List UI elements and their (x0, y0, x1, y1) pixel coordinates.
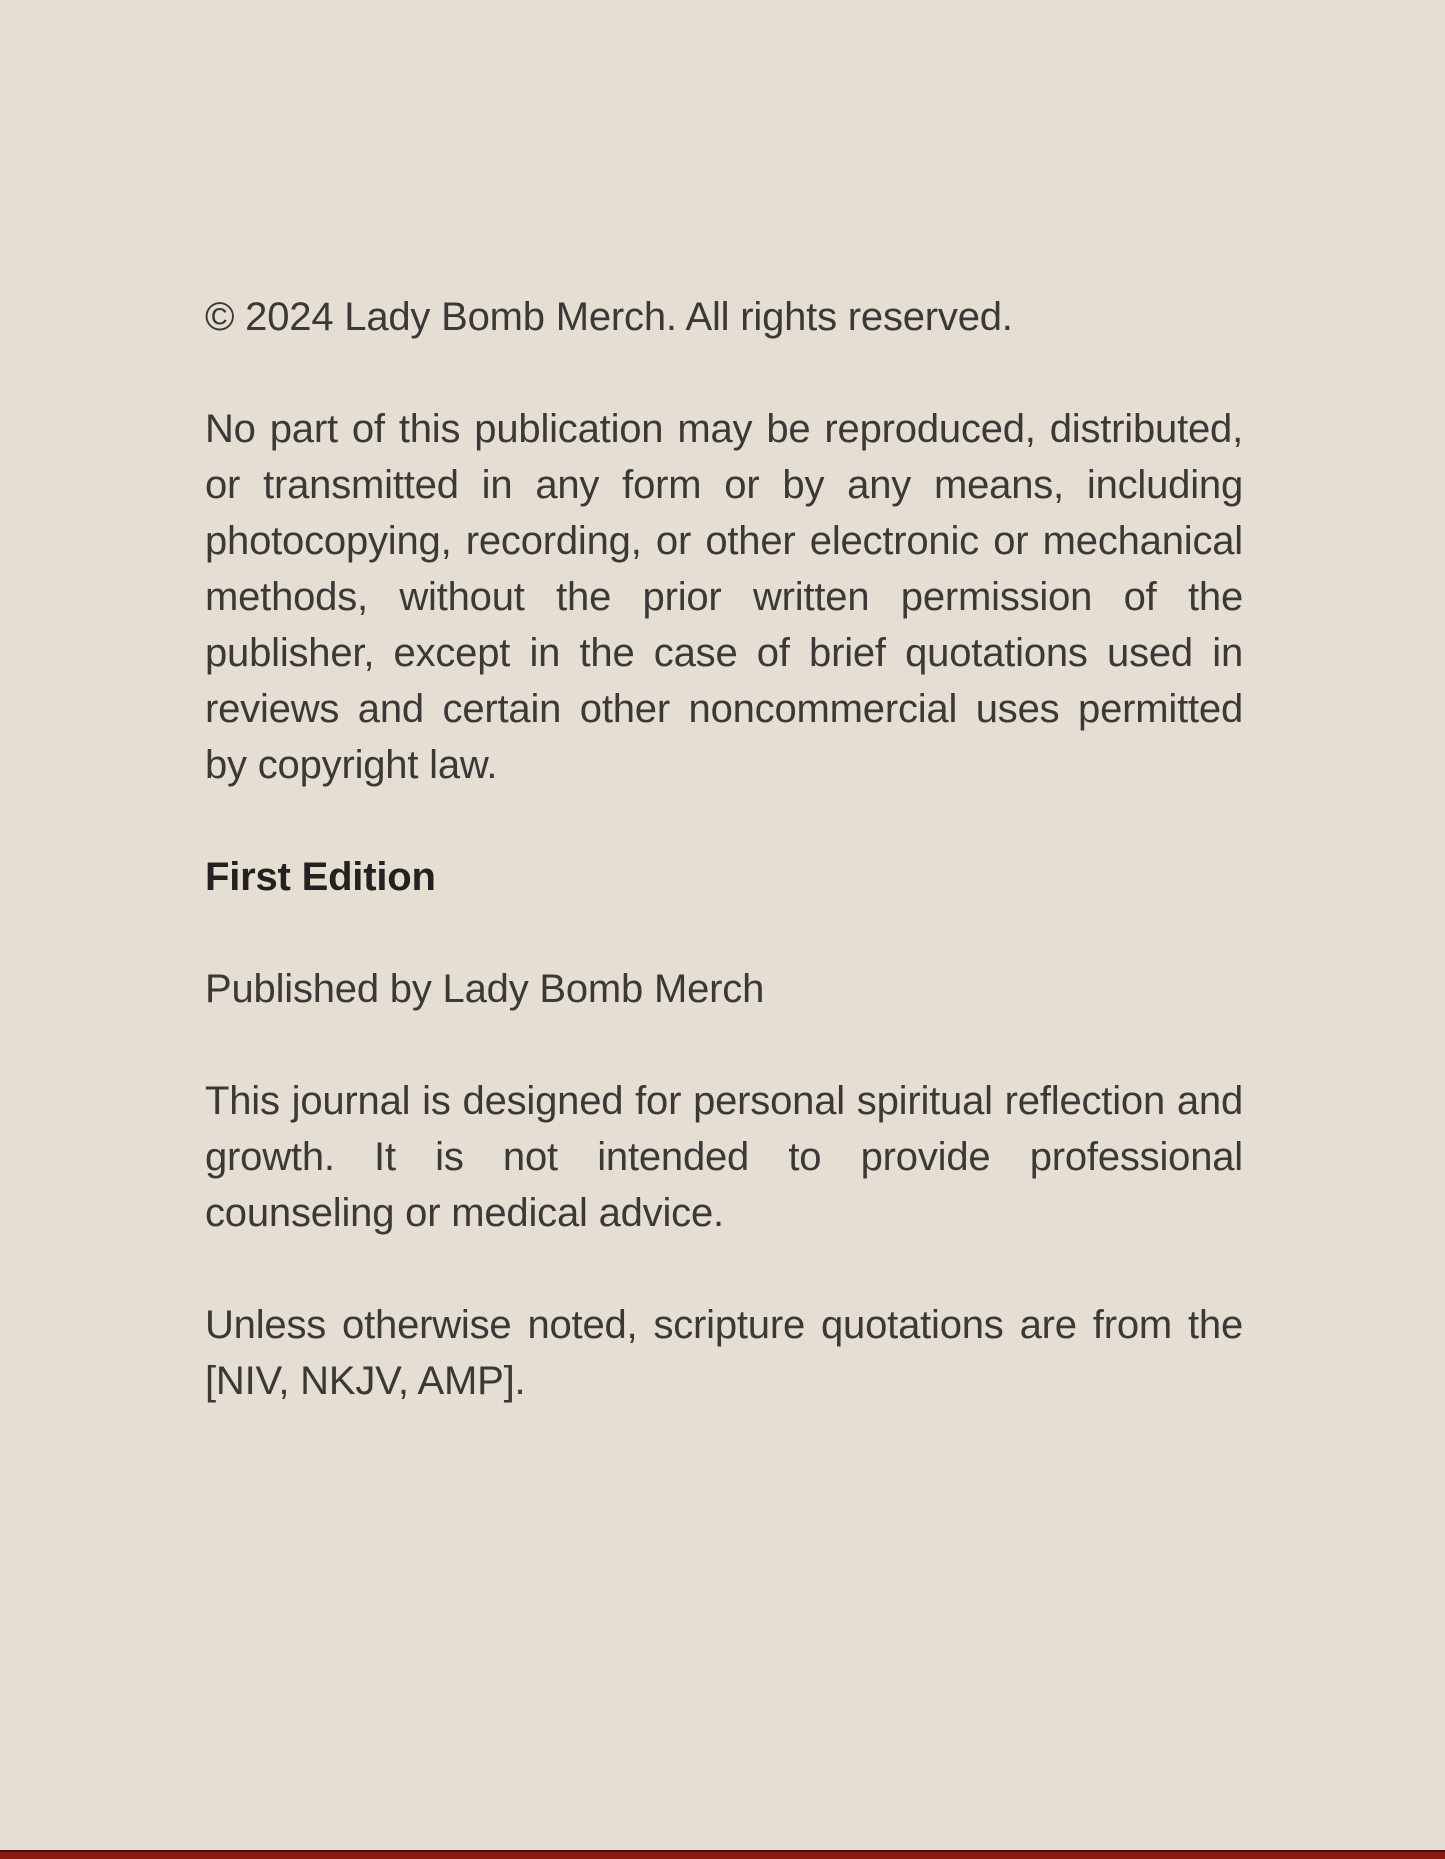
rights-reserved-paragraph: No part of this publication may be reproduced, distributed, or transmitted in any form or by any means, including photocopying, recording, or other electronic or mechanical methods, without the prior written permission of the publisher, except in the case of brief quotations used in reviews and certain other noncommercial uses permitted by copyright law. (205, 407, 1243, 787)
next-page-edge-bar (0, 1850, 1445, 1859)
copyright-notice: © 2024 Lady Bomb Merch. All rights reserved. (205, 295, 1013, 339)
publisher-line: Published by Lady Bomb Merch (205, 967, 765, 1011)
copyright-page-text-block (205, 289, 1243, 1409)
disclaimer-paragraph: This journal is designed for personal spiritual reflection and growth. It is not intended to provide professional counseling or medical advice. (205, 1079, 1243, 1235)
edition-heading: First Edition (205, 855, 436, 899)
scripture-source-note: Unless otherwise noted, scripture quotations are from the [NIV, NKJV, AMP]. (205, 1303, 1243, 1403)
